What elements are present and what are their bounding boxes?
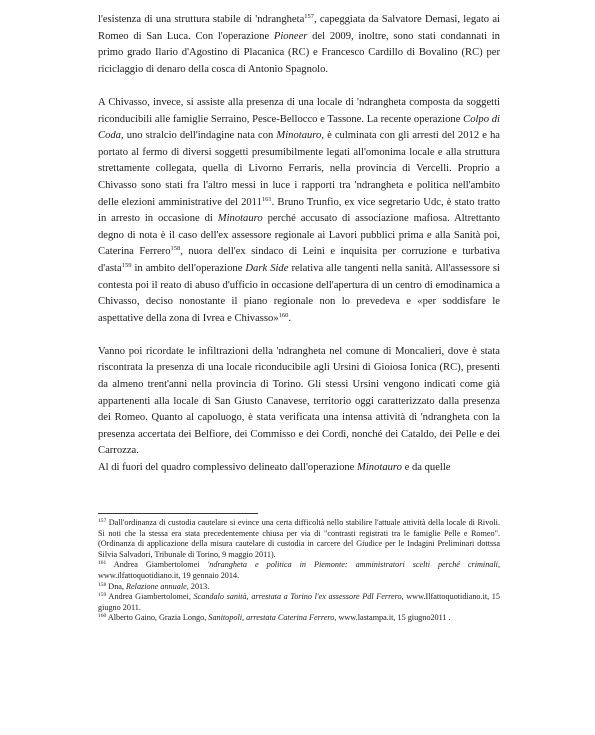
text-run: , www.ilfattoquotidiano.it, 19 gennaio 2014.: [98, 560, 500, 580]
footnote-ref: 158: [170, 245, 181, 253]
text-run: Vanno poi ricordate le infiltrazioni della 'ndrangheta nel comune di Moncalieri, dove è stata riscontrata la presenza di una locale riconducibile agli Ursini di Gioiosa Ionica (RC), presenti da almeno trent'anni nella provincia di Torino. Gli stessi Ursini vengono indicati come già appartenenti alla locale di San Giusto Canavese, territorio oggi caratterizzato dalla presenza dei Romeo. Quanto al capoluogo, è stata verificata una intensa attività di 'ndrangheta con la presenza accertata dei Belfiore, dei Commisso e dei Cordì, nonché dei Cataldo, dei Pelle e dei Carrozza.: [98, 345, 500, 457]
text-run: , www.lastampa.it, 15 giugno2011 .: [334, 613, 451, 623]
footnote-ref: 160: [278, 311, 289, 319]
footnote-ref: 159: [121, 261, 132, 269]
italic-text: Minotauro: [217, 213, 263, 225]
footnote-ref: 158: [98, 581, 107, 588]
paragraph: [98, 12, 500, 78]
footnote: [98, 518, 500, 560]
footnote: [98, 582, 500, 593]
footnote-ref: 161: [261, 195, 272, 203]
text-run: Alberto Gaino, Grazia Longo,: [106, 613, 209, 623]
italic-text: Pioneer: [273, 30, 308, 42]
text-run: , capeggiata da Salvatore Demasi, legato ai Romeo di San Luca. Con l'operazione: [98, 14, 500, 42]
italic-text: Minotauro: [276, 130, 322, 142]
footnote: [98, 613, 500, 624]
text-run: , è culminata con gli arresti del 2012 e ha portato al fermo di diversi soggetti presumibilmente legati all'omonima locale e alla struttura strettamente collegata, quella di Livorno Ferraris, nella provincia di Vercelli. Proprio a Chivasso sono stati fra l'altro messi in luce i rapporti tra 'ndrangheta e politica nell'ambito delle elezioni amministrative del 2011: [98, 130, 500, 208]
text-run: l'esistenza di una struttura stabile di 'ndrangheta: [98, 14, 305, 25]
footnote-ref: 159: [98, 592, 107, 599]
footnote-ref: 157: [304, 13, 315, 20]
text-run: .: [288, 312, 292, 324]
italic-text: Sanitopoli, arrestata Caterina Ferrero: [208, 613, 335, 623]
text-run: Andrea Giambertolomei: [106, 560, 208, 570]
text-run: , nuora dell'ex sindaco di Leinì e inquisita per corruzione e turbativa d'asta: [98, 246, 500, 274]
text-run: Dall'ordinanza di custodia cautelare si evince una certa difficoltà nello stabilire l'attuale attività della locale di Rivoli. Si noti che la stessa era stata precedentemente chiusa per via di "contrasti registrati tra le famiglie Pelle e Romeo". (Ordinanza di applicazione della misura cautelare di custodia in carcere del Giudice per le Indagini Preliminari dottssa Silvia Salvadori, Tribunale di Torino, 9 maggio 2011).: [98, 518, 500, 559]
footnote-ref: 160: [98, 613, 107, 620]
paragraph: [98, 95, 500, 327]
text-run: relativa alle tangenti nella sanità. All'assessore si contesta poi il reato di abuso d'ufficio in occasione dell'apertura di un centro di emodinamica a Chivasso, deciso nonostante il piano regionale non lo prevedeva e «per soddisfare le aspettative della zona di Ivrea e Chivasso»: [98, 262, 500, 324]
text-run: e da quelle: [401, 462, 451, 474]
paragraph: [98, 344, 500, 460]
footnote-ref: 157: [98, 518, 107, 524]
body-text: [98, 12, 500, 477]
text-run: in ambito dell'operazione: [131, 262, 246, 274]
paragraph: [98, 460, 500, 477]
italic-text: 'ndrangheta e politica in Piemonte: amministratori scelti perché criminali: [207, 560, 498, 570]
footnote-ref: 161: [98, 560, 107, 567]
footnote-separator: [98, 513, 258, 514]
italic-text: Minotauro: [357, 462, 402, 474]
text-run: . Bruno Trunfio, ex vice segretario Udc, è stato tratto in arresto in occasione di: [98, 196, 501, 225]
footnote: [98, 592, 500, 613]
footnote: [98, 560, 500, 581]
italic-text: Relazione annuale: [126, 581, 187, 591]
text-run: , www.Ilfattoquotidiano.it, 15 giugno 2011.: [98, 592, 500, 612]
text-run: , uno stralcio dell'indagine nata con: [120, 130, 277, 142]
footnotes: [98, 518, 500, 624]
text-run: del 2009, inoltre, sono stati condannati in primo grado Ilario d'Agostino di Placanica (RC) e Francesco Cardillo di Bovalino (RC) per riciclaggio di denaro della cosca di Antonio Spagnolo.: [98, 30, 500, 75]
italic-text: Scandalo sanità, arrestata a Torino l'ex assessore Pdl Ferrero: [193, 592, 402, 602]
text-run: perché accusato di associazione mafiosa. Altrettanto degno di nota è il caso dell'ex assessore regionale ai Lavori pubblici prima e alla Sanità poi, Caterina Ferrero: [98, 213, 500, 258]
text-run: Andrea Giambertolomei,: [106, 592, 194, 602]
text-run: , 2013.: [186, 581, 210, 591]
text-run: Al di fuori del quadro complessivo delineato dall'operazione: [98, 462, 358, 474]
italic-text: Colpo di Coda: [98, 113, 500, 142]
italic-text: Dark Side: [245, 262, 289, 274]
text-run: A Chivasso, invece, si assiste alla presenza di una locale di 'ndrangheta composta da soggetti riconducibili alle famiglie Serraino, Pesce-Bellocco e Tassone. La recente operazione: [98, 96, 500, 125]
text-run: Dna,: [106, 581, 127, 591]
